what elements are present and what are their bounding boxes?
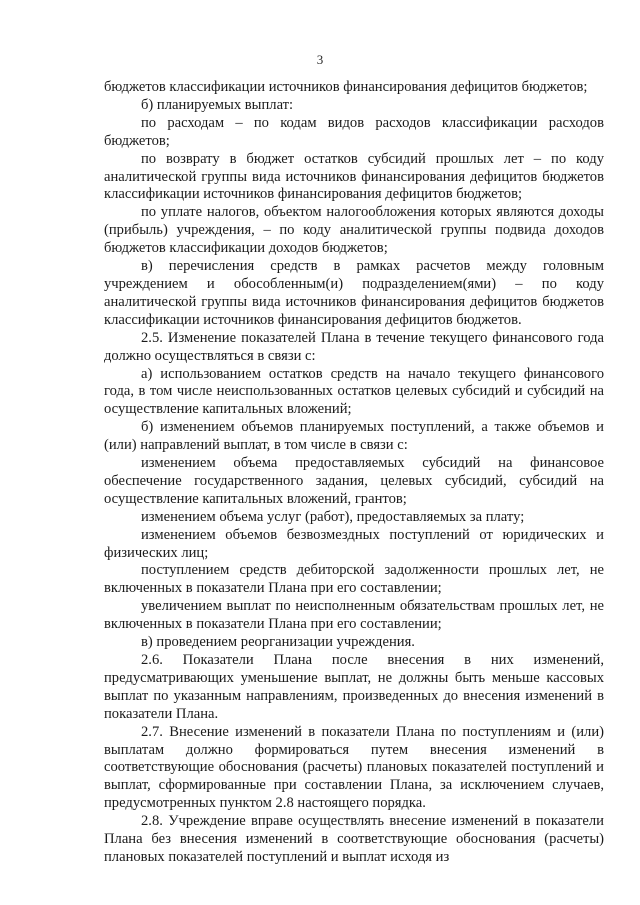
paragraph: а) использованием остатков средств на начало текущего финансового года, в том числе неиспользованных остатков целевых субсидий и субсидий на осуществление капитальных вложений; xyxy=(104,365,604,418)
paragraph: изменением объема предоставляемых субсидий на финансовое обеспечение государственного задания, целевых субсидий, субсидий на осуществление капитальных вложений, грантов; xyxy=(104,455,604,507)
paragraph: по уплате налогов, объектом налогообложения которых являются доходы (прибыль) учреждения, – по коду аналитической группы подвида доходов бюджетов классификации доходов бюджетов; xyxy=(104,204,604,257)
page-number: 3 xyxy=(316,52,324,67)
document-body xyxy=(104,79,604,867)
paragraph: поступлением средств дебиторской задолженности прошлых лет, не включенных в показатели Плана при его составлении; xyxy=(104,562,604,597)
paragraph: увеличением выплат по неисполненным обязательствам прошлых лет, не включенных в показатели Плана при его составлении; xyxy=(104,598,604,633)
paragraph: в) перечисления средств в рамках расчетов между головным учреждением и обособленным(и) подразделением(ями) – по коду аналитической группы вида источников финансирования дефицитов бюджетов классификации источников финансирования дефицитов бюджетов. xyxy=(104,258,604,328)
paragraph: б) изменением объемов планируемых поступлений, а также объемов и (или) направлений выплат, в том числе в связи с: xyxy=(104,419,604,454)
paragraph: по расходам – по кодам видов расходов классификации расходов бюджетов; xyxy=(104,114,604,149)
paragraph: бюджетов классификации источников финансирования дефицитов бюджетов; xyxy=(104,79,588,95)
paragraph: 2.7. Внесение изменений в показатели Плана по поступлениям и (или) выплатам должно формироваться путем внесения изменений в соответствующие обоснования (расчеты) плановых показателей поступлений и выплат, сформированные при составлении Плана, за исключением случаев, предусмотренных пунктом 2.8 настоящего порядка. xyxy=(104,723,604,812)
paragraph: изменением объема услуг (работ), предоставляемых за плату; xyxy=(141,508,525,525)
paragraph: 2.5. Изменение показателей Плана в течение текущего финансового года должно осуществляться в связи с: xyxy=(104,329,604,364)
paragraph: 2.6. Показатели Плана после внесения в них изменений, предусматривающих уменьшение выплат, не должны быть меньше кассовых выплат по указанным направлениям, произведенных до внесения изменений в показатели Плана. xyxy=(104,652,604,722)
paragraph: 2.8. Учреждение вправе осуществлять внесение изменений в показатели Плана без внесения изменений в соответствующие обоснования (расчеты) плановых показателей поступлений и выплат исходя из xyxy=(104,813,604,865)
paragraph: изменением объемов безвозмездных поступлений от юридических и физических лиц; xyxy=(104,526,604,561)
paragraph: в) проведением реорганизации учреждения. xyxy=(141,634,415,651)
paragraph: б) планируемых выплат: xyxy=(141,96,294,113)
paragraph: по возврату в бюджет остатков субсидий прошлых лет – по коду аналитической группы вида источников финансирования дефицитов бюджетов классификации источников финансирования дефицитов бюджетов; xyxy=(104,150,604,203)
